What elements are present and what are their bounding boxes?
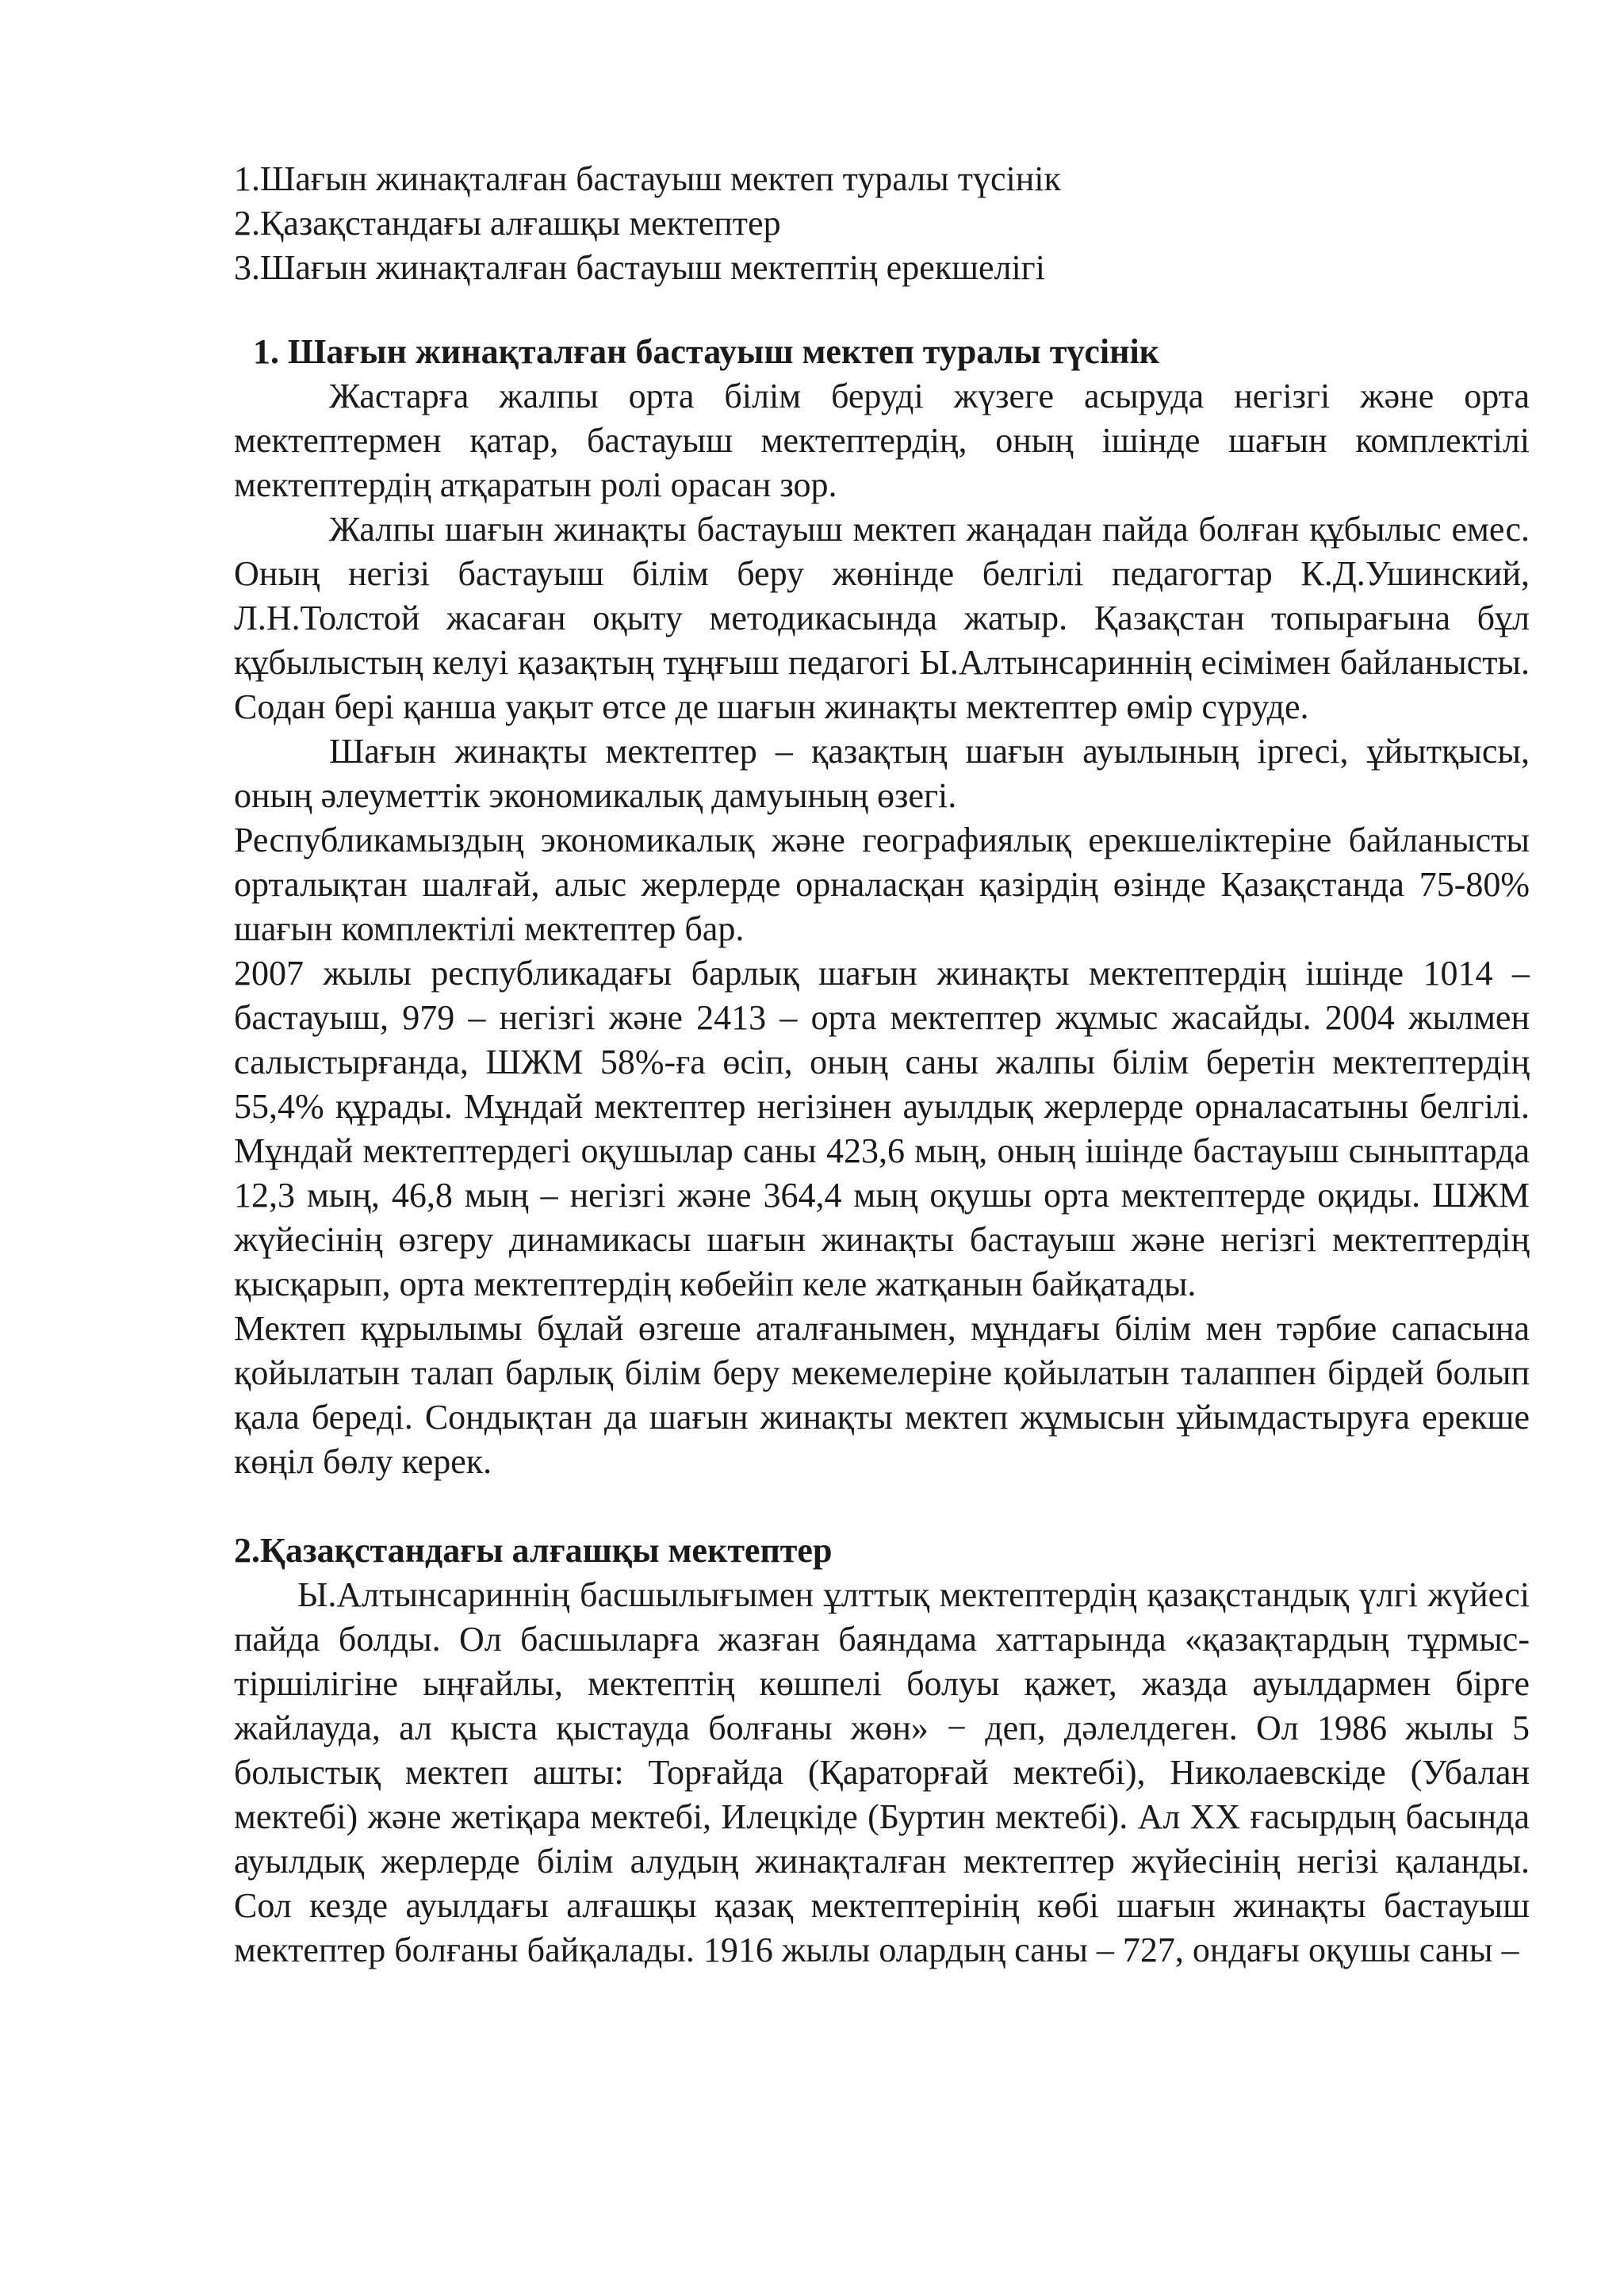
contents-item-3: 3.Шағын жинақталған бастауыш мектептің ерекшелігі	[234, 248, 1045, 287]
section-1-heading: 1. Шағын жинақталған бастауыш мектеп туралы түсінік	[253, 332, 1160, 371]
section-2-heading: 2.Қазақстандағы алғашқы мектептер	[234, 1531, 833, 1570]
section-1-paragraph-1: Жастарға жалпы орта білім беруді жүзеге асыруда негізгі және орта мектептермен қатар, бастауыш мектептердің, оның ішінде шағын комплектілі мектептердің атқаратын ролі орасан зор.	[234, 377, 1530, 504]
section-1-paragraph-2: Жалпы шағын жинақты бастауыш мектеп жаңадан пайда болған құбылыс емес. Оның негізі бастауыш білім беру жөнінде белгілі педагогтар К.Д.Ушинский, Л.Н.Толстой жасаған оқыту методикасында жатыр. Қазақстан топырағына бұл құбылыстың келуі қазақтың тұңғыш педагогі Ы.Алтынсариннің есімімен байланысты. Содан бері қанша уақыт өтсе де шағын жинақты мектептер өмір сүруде.	[234, 510, 1530, 726]
text-column	[234, 157, 1530, 1973]
section-1-paragraph-5: 2007 жылы республикадағы барлық шағын жинақты мектептердің ішінде 1014 – бастауыш, 979 – негізгі және 2413 – орта мектептер жұмыс жасайды. 2004 жылмен салыстырғанда, ШЖМ 58%-ға өсіп, оның саны жалпы білім беретін мектептердің 55,4% құрады. Мұндай мектептер негізінен ауылдық жерлерде орналасатыны белгілі. Мұндай мектептердегі оқушылар саны 423,6 мың, оның ішінде бастауыш сыныптарда 12,3 мың, 46,8 мың – негізгі және 364,4 мың оқушы орта мектептерде оқиды. ШЖМ жүйесінің өзгеру динамикасы шағын жинақты бастауыш және негізгі мектептердің қысқарып, орта мектептердің көбейіп келе жатқанын байқатады.	[234, 954, 1530, 1303]
section-1-paragraph-4: Республикамыздың экономикалық және географиялық ерекшеліктеріне байланысты орталықтан шалғай, алыс жерлерде орналасқан қазірдің өзінде Қазақстанда 75-80% шағын комплектілі мектептер бар.	[234, 821, 1530, 948]
contents-item-1: 1.Шағын жинақталған бастауыш мектеп туралы түсінік	[234, 159, 1061, 198]
section-1-paragraph-3: Шағын жинақты мектептер – қазақтың шағын ауылының іргесі, ұйытқысы, оның әлеуметтік экономикалық дамуының өзегі.	[234, 732, 1530, 815]
section-1-paragraph-6: Мектеп құрылымы бұлай өзгеше аталғанымен, мұндағы білім мен тәрбие сапасына қойылатын талап барлық білім беру мекемелеріне қойылатын талаппен бірдей болып қала береді. Сондықтан да шағын жинақты мектеп жұмысын ұйымдастыруға ерекше көңіл бөлу керек.	[234, 1309, 1530, 1481]
contents-item-2: 2.Қазақстандағы алғашқы мектептер	[234, 204, 781, 243]
section-2-paragraph-1: Ы.Алтынсариннің басшылығымен ұлттық мектептердің қазақстандық үлгі жүйесі пайда болды. Ол басшыларға жазған баяндама хаттарында «қазақтардың тұрмыс-тіршілігіне ыңғайлы, мектептің көшпелі болуы қажет, жазда ауылдармен бірге жайлауда, ал қыста қыстауда болғаны жөн» − деп, дәлелдеген. Ол 1986 жылы 5 болыстық мектеп ашты: Торғайда (Қараторғай мектебі), Николаевскіде (Убалан мектебі) және жетіқара мектебі, Илецкіде (Буртин мектебі). Ал XX ғасырдың басында ауылдық жерлерде білім алудың жинақталған мектептер жүйесінің негізі қаланды. Сол кезде ауылдағы алғашқы қазақ мектептерінің көбі шағын жинақты бастауыш мектептер болғаны байқалады. 1916 жылы олардың саны – 727, ондағы оқушы саны –	[234, 1575, 1530, 1969]
